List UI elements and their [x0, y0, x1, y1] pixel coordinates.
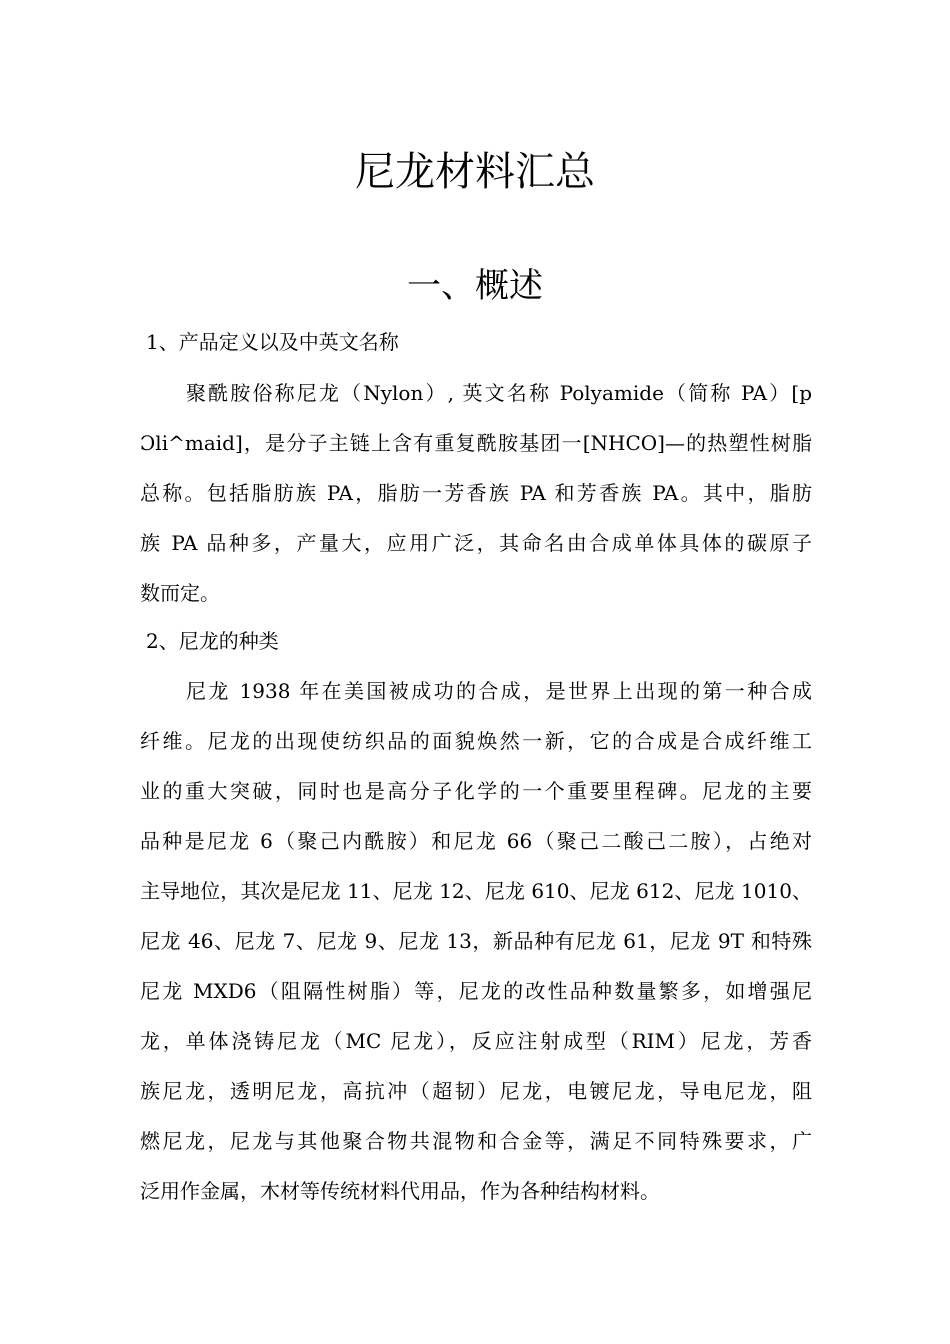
- paragraph-line: 数而定。: [140, 581, 220, 605]
- section-heading-overview: 一、概述: [407, 266, 543, 306]
- paragraph-line: 尼龙 46、尼龙 7、尼龙 9、尼龙 13，新品种有尼龙 61，尼龙 9T 和特殊: [140, 929, 812, 953]
- paragraph-line: 族 PA 品种多，产量大，应用广泛，其命名由合成单体具体的碳原子: [140, 531, 812, 555]
- paragraph-definition: [140, 368, 812, 618]
- subsection-heading-definition: 1、产品定义以及中英文名称: [146, 330, 399, 354]
- paragraph-line: 族尼龙，透明尼龙，高抗冲（超韧）尼龙，电镀尼龙，导电尼龙，阻: [140, 1079, 812, 1103]
- paragraph-line: 总称。包括脂肪族 PA，脂肪一芳香族 PA 和芳香族 PA。其中，脂肪: [140, 481, 812, 505]
- paragraph-line: 品种是尼龙 6（聚己内酰胺）和尼龙 66（聚己二酸己二胺），占绝对: [140, 829, 812, 853]
- subsection-heading-types: 2、尼龙的种类: [146, 629, 279, 653]
- paragraph-line: 尼龙 1938 年在美国被成功的合成，是世界上出现的第一种合成: [186, 679, 812, 703]
- paragraph-line: 聚酰胺俗称尼龙（Nylon）, 英文名称 Polyamide（简称 PA）[p: [186, 381, 812, 405]
- paragraph-types: [140, 666, 812, 1216]
- paragraph-line: 尼龙 MXD6（阻隔性树脂）等，尼龙的改性品种数量繁多，如增强尼: [140, 979, 812, 1003]
- paragraph-line: 纤维。尼龙的出现使纺织品的面貌焕然一新，它的合成是合成纤维工: [140, 729, 812, 753]
- document-title: 尼龙材料汇总: [355, 149, 595, 195]
- paragraph-line: 燃尼龙，尼龙与其他聚合物共混物和合金等，满足不同特殊要求，广: [140, 1129, 812, 1153]
- paragraph-line: 主导地位，其次是尼龙 11、尼龙 12、尼龙 610、尼龙 612、尼龙 1010、: [140, 879, 812, 903]
- paragraph-line: Ɔli^maid]，是分子主链上含有重复酰胺基团一[NHCO]—的热塑性树脂: [140, 431, 812, 455]
- paragraph-line: 泛用作金属，木材等传统材料代用品，作为各种结构材料。: [140, 1179, 660, 1203]
- paragraph-line: 龙，单体浇铸尼龙（MC 尼龙），反应注射成型（RIM）尼龙，芳香: [140, 1029, 812, 1053]
- paragraph-line: 业的重大突破，同时也是高分子化学的一个重要里程碑。尼龙的主要: [140, 779, 812, 803]
